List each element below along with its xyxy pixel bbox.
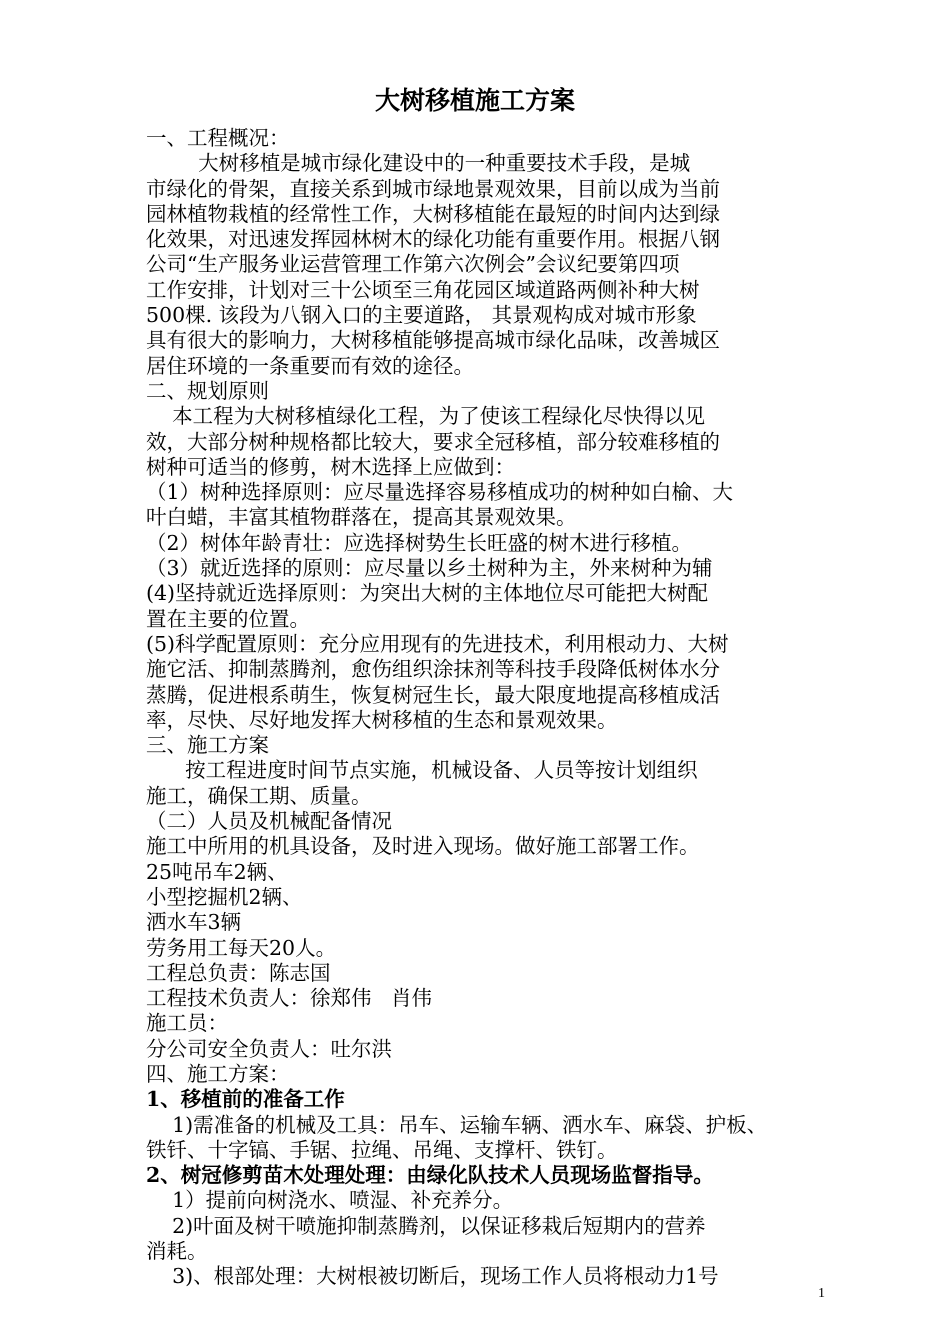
body-line: 分公司安全负责人：吐尔洪 — [146, 1036, 392, 1061]
body-line: （1）树种选择原则：应尽量选择容易移植成功的树种如白榆、大 — [146, 480, 734, 505]
body-line: 25吨吊车2辆、 — [146, 859, 288, 884]
body-line: (4)坚持就近选择原则：为突出大树的主体地位尽可能把大树配 — [146, 581, 709, 606]
body-line: 2)叶面及树干喷施抑制蒸腾剂，以保证移栽后短期内的营养 — [146, 1213, 706, 1238]
body-line: 按工程进度时间节点实施，机械设备、人员等按计划组织 — [146, 758, 698, 783]
body-line: 树种可适当的修剪，树木选择上应做到： — [146, 454, 515, 479]
body-line: 小型挖掘机2辆、 — [146, 884, 303, 909]
body-line: 大树移植是城市绿化建设中的一种重要技术手段，是城 — [146, 151, 691, 176]
body-line: 劳务用工每天20人。 — [146, 935, 337, 960]
body-line: 1）提前向树浇水、喷湿、补充养分。 — [146, 1188, 514, 1213]
body-line: 工程技术负责人：徐郑伟 肖伟 — [146, 986, 433, 1011]
body-line: 市绿化的骨架，直接关系到城市绿地景观效果，目前以成为当前 — [146, 176, 720, 201]
body-line: 公司“生产服务业运营管理工作第六次例会”会议纪要第四项 — [146, 252, 680, 277]
body-line: 率，尽快、尽好地发挥大树移植的生态和景观效果。 — [146, 707, 618, 732]
body-line: 施工中所用的机具设备，及时进入现场。做好施工部署工作。 — [146, 834, 700, 859]
document-body — [146, 126, 826, 1290]
body-line: 施它活、抑制蒸腾剂，愈伤组织涂抹剂等科技手段降低树体水分 — [146, 657, 720, 682]
body-line: 叶白蜡，丰富其植物群落在，提高其景观效果。 — [146, 505, 577, 530]
body-line: （3）就近选择的原则：应尽量以乡土树种为主，外来树种为辅 — [146, 556, 713, 581]
body-line: 置在主要的位置。 — [146, 606, 310, 631]
body-line: 四、施工方案： — [146, 1061, 290, 1086]
body-line: 施工，确保工期、质量。 — [146, 783, 372, 808]
body-line: 本工程为大树移植绿化工程，为了使该工程绿化尽快得以见 — [146, 404, 706, 429]
body-line: 1)需准备的机械及工具：吊车、运输车辆、洒水车、麻袋、护板、 — [146, 1112, 768, 1137]
body-line: 一、工程概况： — [146, 126, 290, 150]
body-line: 具有很大的影响力，大树移植能够提高城市绿化品味，改善城区 — [146, 328, 720, 353]
body-line: 2、树冠修剪苗木处理处理：由绿化队技术人员现场监督指导。 — [146, 1163, 714, 1188]
body-line: 施工员： — [146, 1011, 228, 1036]
body-line: 500棵. 该段为八钢入口的主要道路， 其景观构成对城市形象 — [146, 303, 697, 328]
body-line: 二、规划原则 — [146, 378, 269, 403]
body-line: 三、施工方案 — [146, 733, 269, 758]
body-line: 工作安排，计划对三十公顷至三角花园区域道路两侧补种大树 — [146, 277, 700, 302]
body-line: 洒水车3辆 — [146, 910, 242, 935]
body-line: （二）人员及机械配备情况 — [146, 809, 392, 834]
body-line: 效，大部分树种规格都比较大，要求全冠移植，部分较难移植的 — [146, 429, 720, 454]
body-line: （2）树体年龄青壮：应选择树势生长旺盛的树木进行移植。 — [146, 530, 693, 555]
body-line: 1、移植前的准备工作 — [146, 1087, 345, 1112]
page-number: 1 — [818, 1286, 825, 1301]
body-line: (5)科学配置原则：充分应用现有的先进技术，利用根动力、大树 — [146, 631, 729, 656]
body-line: 园林植物栽植的经常性工作，大树移植能在最短的时间内达到绿 — [146, 201, 720, 226]
body-line: 工程总负责：陈志国 — [146, 960, 331, 985]
document-title: 大树移植施工方案 — [374, 86, 575, 115]
body-line: 消耗。 — [146, 1239, 208, 1264]
body-line: 化效果，对迅速发挥园林树木的绿化功能有重要作用。根据八钢 — [146, 227, 720, 252]
body-line: 居住环境的一条重要而有效的途径。 — [146, 353, 474, 378]
body-line: 3)、根部处理：大树根被切断后，现场工作人员将根动力1号 — [146, 1264, 719, 1289]
body-line: 蒸腾，促进根系萌生，恢复树冠生长，最大限度地提高移植成活 — [146, 682, 720, 707]
body-line: 铁钎、十字镐、手锯、拉绳、吊绳、支撑杆、铁钉。 — [146, 1137, 618, 1162]
